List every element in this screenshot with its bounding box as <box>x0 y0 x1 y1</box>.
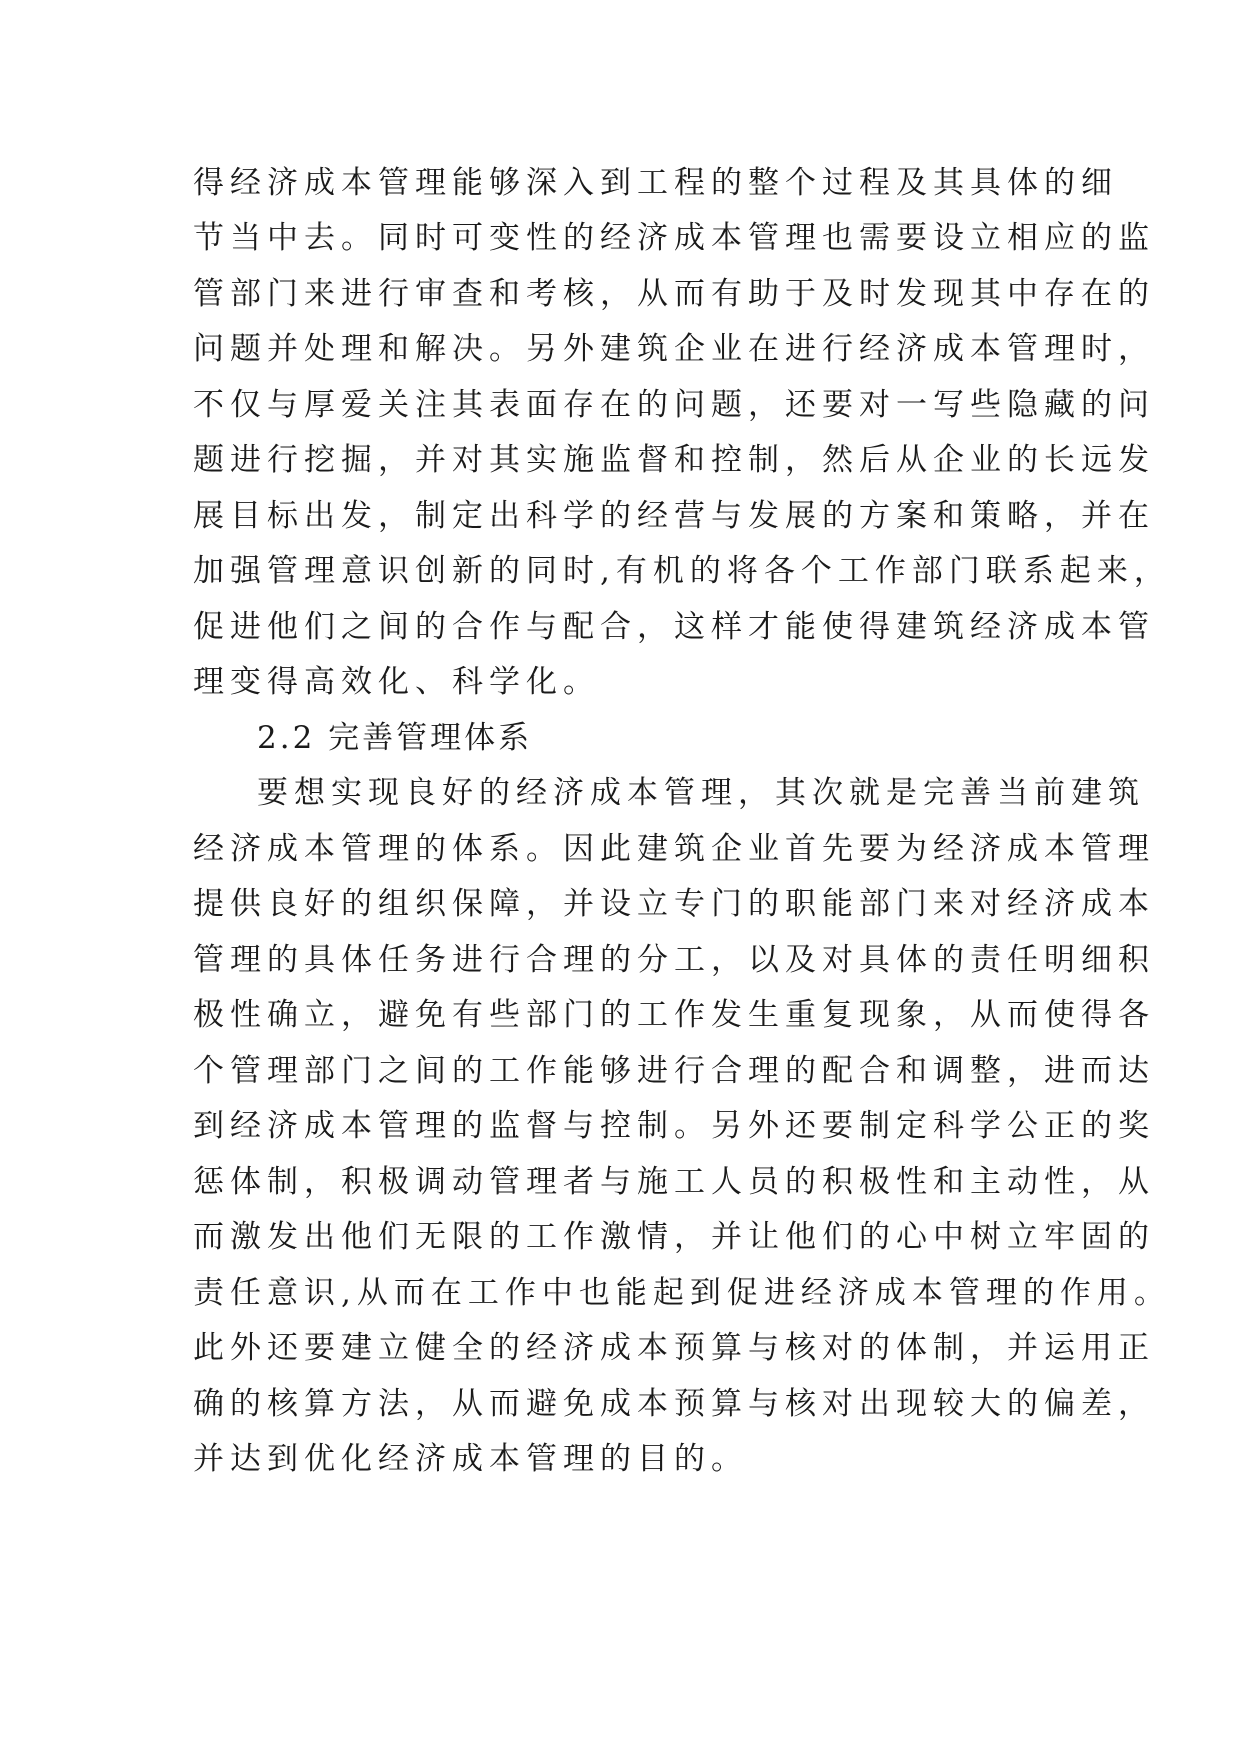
paragraph-line: 管部门来进行审查和考核，从而有助于及时发现其中存在的 <box>193 276 1155 312</box>
paragraph-line: 个管理部门之间的工作能够进行合理的配合和调整，进而达 <box>193 1053 1155 1089</box>
paragraph-line: 要想实现良好的经济成本管理，其次就是完善当前建筑 <box>257 775 1145 811</box>
paragraph-line: 题进行挖掘，并对其实施监督和控制，然后从企业的长远发 <box>193 442 1155 478</box>
paragraph-line: 理变得高效化、科学化。 <box>193 664 600 700</box>
paragraph-line: 加强管理意识创新的同时,有机的将各个工作部门联系起来， <box>193 553 1171 589</box>
paragraph-line: 提供良好的组织保障，并设立专门的职能部门来对经济成本 <box>193 886 1155 922</box>
paragraph-line: 管理的具体任务进行合理的分工，以及对具体的责任明细积 <box>193 942 1155 978</box>
paragraph-line: 责任意识,从而在工作中也能起到促进经济成本管理的作用。 <box>193 1275 1171 1311</box>
paragraph-line: 节当中去。同时可变性的经济成本管理也需要设立相应的监 <box>193 220 1155 256</box>
paragraph-line: 到经济成本管理的监督与控制。另外还要制定科学公正的奖 <box>193 1108 1155 1144</box>
paragraph-line: 此外还要建立健全的经济成本预算与核对的体制，并运用正 <box>193 1330 1155 1366</box>
paragraph-line: 确的核算方法，从而避免成本预算与核对出现较大的偏差， <box>193 1386 1155 1422</box>
paragraph-line: 展目标出发，制定出科学的经营与发展的方案和策略，并在 <box>193 498 1155 534</box>
paragraph-line: 惩体制，积极调动管理者与施工人员的积极性和主动性，从 <box>193 1164 1155 1200</box>
paragraph-line: 极性确立，避免有些部门的工作发生重复现象，从而使得各 <box>193 997 1155 1033</box>
paragraph-line: 不仅与厚爱关注其表面存在的问题，还要对一写些隐藏的问 <box>193 387 1155 423</box>
paragraph-line: 促进他们之间的合作与配合，这样才能使得建筑经济成本管 <box>193 609 1155 645</box>
paragraph-line: 得经济成本管理能够深入到工程的整个过程及其具体的细 <box>193 165 1118 201</box>
section-heading: 2.2 完善管理体系 <box>257 720 533 756</box>
paragraph-line: 经济成本管理的体系。因此建筑企业首先要为经济成本管理 <box>193 831 1155 867</box>
paragraph-line: 问题并处理和解决。另外建筑企业在进行经济成本管理时， <box>193 331 1155 367</box>
paragraph-line: 而激发出他们无限的工作激情，并让他们的心中树立牢固的 <box>193 1219 1155 1255</box>
paragraph-line: 并达到优化经济成本管理的目的。 <box>193 1441 748 1477</box>
